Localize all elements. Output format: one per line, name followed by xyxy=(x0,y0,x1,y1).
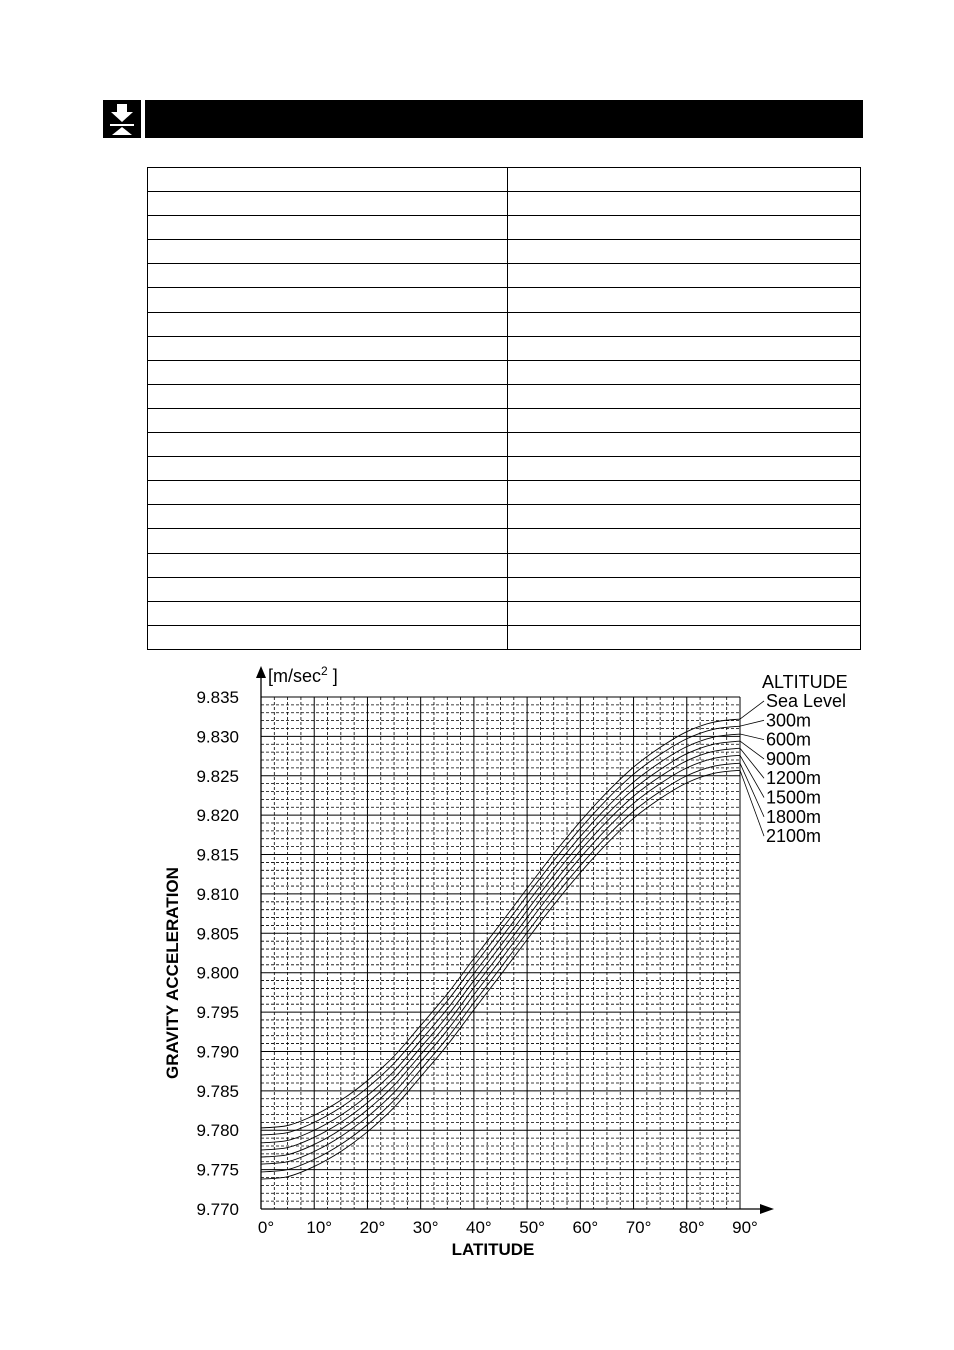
table-cell xyxy=(148,336,508,360)
y-tick-label: 9.825 xyxy=(196,766,239,786)
table-cell xyxy=(148,360,508,384)
legend-leader-line xyxy=(740,763,764,817)
x-tick-label: 70° xyxy=(625,1218,652,1237)
table-cell xyxy=(148,312,508,336)
table-row xyxy=(148,408,861,432)
table-row xyxy=(148,288,861,312)
table-cell xyxy=(148,505,508,529)
table-row xyxy=(148,457,861,481)
table-cell xyxy=(508,481,861,505)
y-tick-label: 9.780 xyxy=(196,1121,239,1141)
table-cell xyxy=(148,433,508,457)
legend-entry: 1800m xyxy=(766,806,822,827)
legend-entry: 600m xyxy=(766,729,812,750)
table-row xyxy=(148,553,861,577)
y-tick-label: 9.820 xyxy=(196,806,239,826)
gravity-chart xyxy=(0,650,954,1290)
table-cell xyxy=(508,168,861,192)
table-cell xyxy=(508,625,861,649)
x-tick-label: 80° xyxy=(678,1218,705,1237)
table-cell xyxy=(148,408,508,432)
section-title xyxy=(145,100,863,138)
table-cell xyxy=(148,625,508,649)
table-cell xyxy=(148,216,508,240)
legend-leader-line xyxy=(740,741,764,759)
legend-entry: 2100m xyxy=(766,826,822,847)
x-tick-label: 40° xyxy=(466,1218,492,1237)
x-axis-arrow xyxy=(760,1204,774,1214)
table-row xyxy=(148,312,861,336)
table-cell xyxy=(508,216,861,240)
table-row xyxy=(148,216,861,240)
y-tick-label: 9.775 xyxy=(196,1160,239,1180)
table-cell xyxy=(148,240,508,264)
table-cell xyxy=(148,577,508,601)
legend-entry: Sea Level xyxy=(766,691,847,711)
y-tick-label: 9.770 xyxy=(196,1200,239,1219)
table-cell xyxy=(508,433,861,457)
table-cell xyxy=(508,384,861,408)
y-tick-label: 9.830 xyxy=(196,727,239,747)
x-axis-title: LATITUDE xyxy=(451,1240,535,1259)
x-tick-label: 0° xyxy=(257,1218,275,1237)
table-cell xyxy=(508,264,861,288)
table-cell xyxy=(148,529,508,553)
table-cell xyxy=(148,192,508,216)
y-tick-label: 9.810 xyxy=(196,884,239,904)
x-tick-label: 30° xyxy=(412,1218,439,1237)
table-cell xyxy=(508,360,861,384)
table-cell xyxy=(148,168,508,192)
table-row xyxy=(148,601,861,625)
table-row xyxy=(148,529,861,553)
y-tick-label: 9.800 xyxy=(196,963,239,983)
y-unit-close: ] xyxy=(327,666,338,686)
y-axis-arrow xyxy=(256,666,266,678)
table-row xyxy=(148,577,861,601)
table-row xyxy=(148,505,861,529)
x-tick-label: 60° xyxy=(572,1218,599,1237)
table-row xyxy=(148,360,861,384)
legend-leader-line xyxy=(740,720,764,726)
legend-leader-line xyxy=(740,701,764,719)
table-cell xyxy=(508,336,861,360)
table-cell xyxy=(148,553,508,577)
y-axis-title: GRAVITY ACCELERATION xyxy=(163,867,182,1079)
legend-leader-line xyxy=(740,748,764,778)
table-cell xyxy=(148,288,508,312)
y-unit-label xyxy=(268,664,338,686)
legend-entry: 300m xyxy=(766,710,812,731)
table-cell xyxy=(148,264,508,288)
legend-leader-line xyxy=(740,734,764,740)
table-row xyxy=(148,625,861,649)
table-cell xyxy=(148,384,508,408)
legend-title: ALTITUDE xyxy=(762,672,848,692)
table-cell xyxy=(508,577,861,601)
table-cell xyxy=(148,601,508,625)
blank-form-table xyxy=(147,167,861,650)
table-cell xyxy=(148,457,508,481)
legend-entry: 900m xyxy=(766,748,812,769)
arrow-down-to-line-icon xyxy=(103,100,141,138)
table-row xyxy=(148,433,861,457)
x-tick-label: 10° xyxy=(306,1218,333,1237)
y-tick-label: 9.795 xyxy=(196,1003,239,1023)
series-line-2 xyxy=(261,734,740,1143)
table-cell xyxy=(508,192,861,216)
x-tick-label: 20° xyxy=(359,1218,386,1237)
x-tick-label: 50° xyxy=(519,1218,545,1237)
series-line-0 xyxy=(261,719,740,1128)
y-unit-text: [m/sec xyxy=(268,666,322,686)
y-tick-label: 9.785 xyxy=(196,1081,239,1101)
table-row xyxy=(148,192,861,216)
y-tick-label: 9.805 xyxy=(196,924,239,944)
table-cell xyxy=(508,553,861,577)
x-tick-label: 90° xyxy=(732,1218,758,1237)
legend-leader-line xyxy=(740,755,764,797)
y-tick-label: 9.835 xyxy=(196,688,239,707)
chart-legend xyxy=(740,672,848,846)
y-tick-label: 9.815 xyxy=(196,845,239,865)
legend-leader-line xyxy=(740,770,764,836)
table-row xyxy=(148,481,861,505)
table-cell xyxy=(508,505,861,529)
y-unit-superscript: 2 xyxy=(321,664,328,678)
legend-entry: 1200m xyxy=(766,768,822,789)
table-cell xyxy=(508,529,861,553)
table-cell xyxy=(508,312,861,336)
table-row xyxy=(148,168,861,192)
table-cell xyxy=(508,457,861,481)
table-cell xyxy=(148,481,508,505)
legend-entry: 1500m xyxy=(766,787,822,808)
table-cell xyxy=(508,601,861,625)
table-cell xyxy=(508,288,861,312)
table-row xyxy=(148,264,861,288)
table-cell xyxy=(508,408,861,432)
table-row xyxy=(148,240,861,264)
table-row xyxy=(148,384,861,408)
table-row xyxy=(148,336,861,360)
table-cell xyxy=(508,240,861,264)
y-tick-label: 9.790 xyxy=(196,1042,239,1062)
section-header-bar xyxy=(103,100,863,138)
